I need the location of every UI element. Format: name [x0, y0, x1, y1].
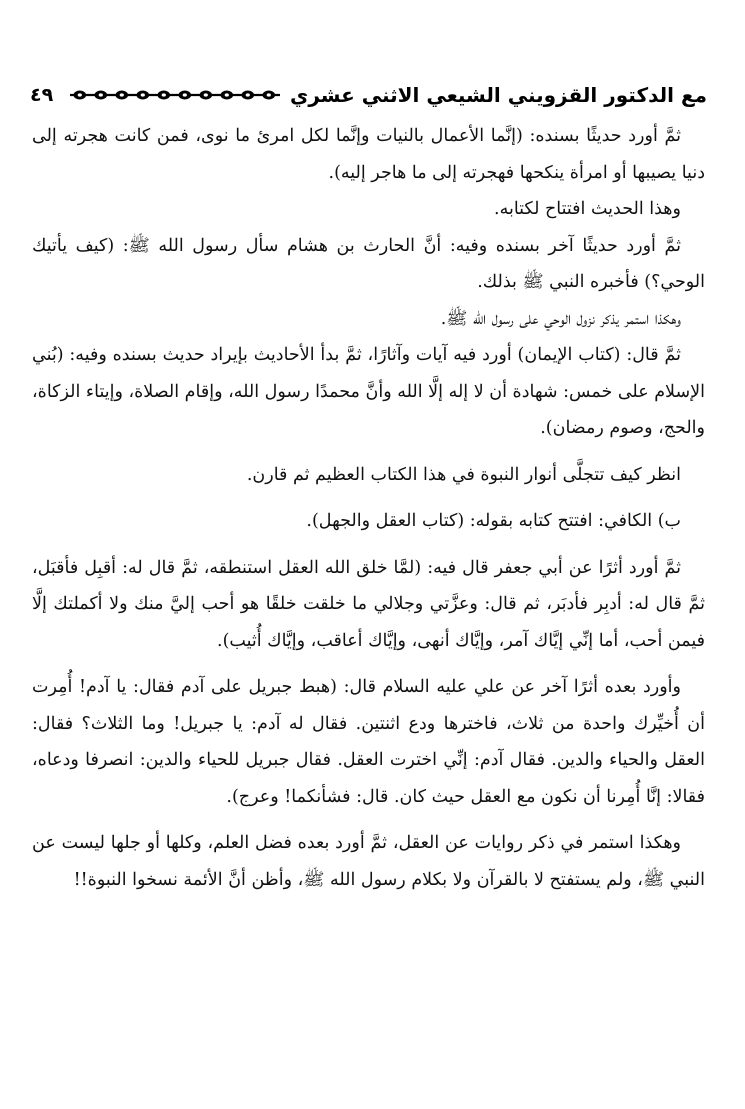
- paragraph: ثمَّ أورد حديثًا آخر بسنده وفيه: أنَّ الحارث بن هشام سأل رسول الله ﷺ: (كيف يأتيك الوحي؟) فأخبره النبي ﷺ بذلك.: [32, 235, 705, 292]
- paragraph: وهكذا استمر في ذكر روايات عن العقل، ثمَّ أورد بعده فضل العلم، وكلها أو جلها ليست عن النبي ﷺ، ولم يستفتح لا بالقرآن ولا بكلام رسول الله ﷺ، وأظن أنَّ الأئمة نسخوا النبوة!!: [32, 833, 705, 890]
- paragraph: ثمَّ قال: (كتاب الإيمان) أورد فيه آيات وآثارًا، ثمَّ بدأ الأحاديث بإيراد حديث بسنده وفيه: (بُني الإسلام على خمس: شهادة أن لا إله إلَّا الله وأنَّ محمدًا رسول الله، وإقام الصلاة، وإيتاء الزكاة، والحج، وصوم رمضان).: [32, 345, 705, 438]
- paragraph: وهذا الحديث افتتاح لكتابه.: [494, 199, 681, 219]
- paragraph: وهكذا استمر يذكر نزول الوحي على رسول الله ﷺ.: [440, 308, 681, 329]
- paragraph: وأورد بعده أثرًا آخر عن علي عليه السلام قال: (هبط جبريل على آدم فقال: يا آدم! أُمِرت أن أُخيِّرك واحدة من ثلاث، فاخترها ودع اثنتين. فقال له آدم: يا جبريل! وما الثلاث؟ فقال: العقل والحياء والدين. فقال آدم: إنِّي اخترت العقل. فقال جبريل للحياء والدين: انصرفا ودعاه، فقالا: إنَّا أُمِرنا أن نكون مع العقل حيث كان. قال: فشأنكما! وعرج).: [32, 677, 705, 807]
- paragraph: ثمَّ أورد حديثًا بسنده: (إنَّما الأعمال بالنيات وإنَّما لكل امرئ ما نوى، فمن كانت هجرته إلى دنيا يصيبها أو امرأة ينكحها فهجرته إلى ما هاجر إليه).: [32, 126, 705, 183]
- paragraph: ثمَّ أورد أثرًا عن أبي جعفر قال فيه: (لمَّا خلق الله العقل استنطقه، ثمَّ قال له: أقبِل فأقبَل، ثمَّ قال له: أدبِر فأدبَر، ثم قال: وعزَّتي وجلالي ما خلقت خلقًا هو أحب إليَّ منك ولا أكملتك إلَّا فيمن أحب، أما إنِّي إيَّاك آمر، وإيَّاك أنهى، وإيَّاك أعاقب، وإيَّاك أُثيب).: [32, 557, 705, 651]
- header-title: مع الدكتور القزويني الشيعي الاثني عشري: [289, 83, 707, 107]
- paragraph: انظر كيف تتجلَّى أنوار النبوة في هذا الكتاب العظيم ثم قارن.: [246, 464, 681, 485]
- ornament-divider-icon: [70, 88, 280, 102]
- page-number: ٤٩: [30, 84, 54, 106]
- running-header: [30, 78, 707, 112]
- body-text: [32, 118, 705, 898]
- paragraph: ب) الكافي: افتتح كتابه بقوله: (كتاب العقل والجهل).: [306, 511, 681, 531]
